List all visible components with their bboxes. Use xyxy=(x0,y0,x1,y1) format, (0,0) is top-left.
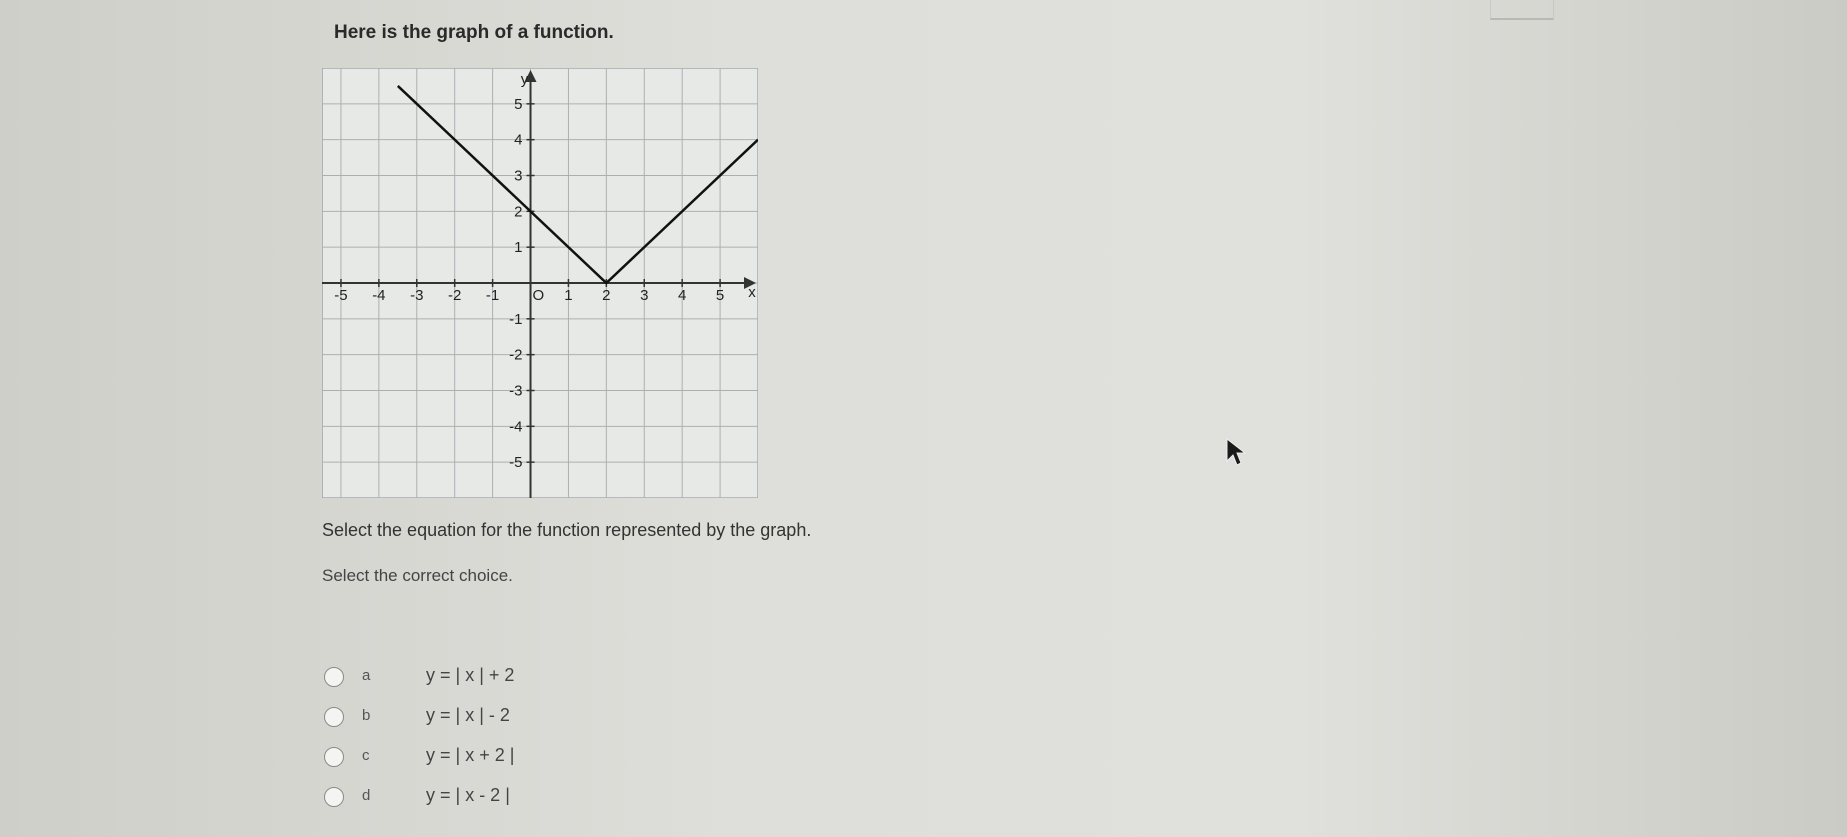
y-tick-label: -1 xyxy=(509,310,523,328)
y-tick-label: -2 xyxy=(509,346,523,364)
x-tick-label: -1 xyxy=(485,287,500,304)
top-tab[interactable] xyxy=(1490,0,1554,20)
y-tick-label: 2 xyxy=(514,203,523,221)
instruction-text: Select the equation for the function represented by the graph. xyxy=(322,520,812,540)
x-tick-label: -2 xyxy=(448,287,462,304)
choice-d-equation: y = | x - 2 | xyxy=(426,785,510,805)
x-tick-label: 1 xyxy=(564,287,573,304)
choice-b-letter: b xyxy=(362,707,371,724)
choice-a-letter: a xyxy=(362,667,371,684)
y-axis-label: y xyxy=(520,71,529,88)
subinstruction-text: Select the correct choice. xyxy=(322,566,513,585)
choice-c-letter: c xyxy=(362,747,370,764)
y-tick-label: -4 xyxy=(509,418,523,436)
x-tick-label: -4 xyxy=(372,287,386,304)
choice-a[interactable] xyxy=(322,664,562,694)
question-title: Here is the graph of a function. xyxy=(334,22,614,43)
y-tick-label: 1 xyxy=(514,239,523,257)
choice-b-radio[interactable] xyxy=(324,707,344,727)
x-tick-label: 5 xyxy=(715,287,725,304)
choice-c-equation: y = | x + 2 | xyxy=(426,745,515,765)
x-tick-label: 3 xyxy=(640,287,649,304)
x-tick-label: 4 xyxy=(678,287,687,304)
choice-a-radio[interactable] xyxy=(324,667,344,687)
x-tick-label: 2 xyxy=(602,287,611,304)
x-axis-label: x xyxy=(748,284,756,301)
x-tick-label: -3 xyxy=(410,287,424,304)
y-tick-label: -5 xyxy=(509,454,523,472)
choice-c-radio[interactable] xyxy=(324,747,344,767)
choice-d-letter: d xyxy=(362,787,371,804)
choice-a-equation: y = | x | + 2 xyxy=(426,665,515,685)
y-tick-label: 4 xyxy=(514,131,523,149)
y-tick-label: -3 xyxy=(509,382,523,400)
choice-d[interactable] xyxy=(322,784,562,814)
function-graph xyxy=(322,68,758,498)
choice-b[interactable] xyxy=(322,704,562,734)
choice-d-radio[interactable] xyxy=(324,787,344,807)
origin-label: O xyxy=(532,287,545,304)
choice-b-equation: y = | x | - 2 xyxy=(426,705,510,725)
mouse-cursor-icon xyxy=(1225,437,1247,467)
y-tick-label: 5 xyxy=(514,95,523,113)
choice-c[interactable] xyxy=(322,744,562,774)
x-tick-label: -5 xyxy=(334,287,348,304)
y-tick-label: 3 xyxy=(514,167,523,185)
